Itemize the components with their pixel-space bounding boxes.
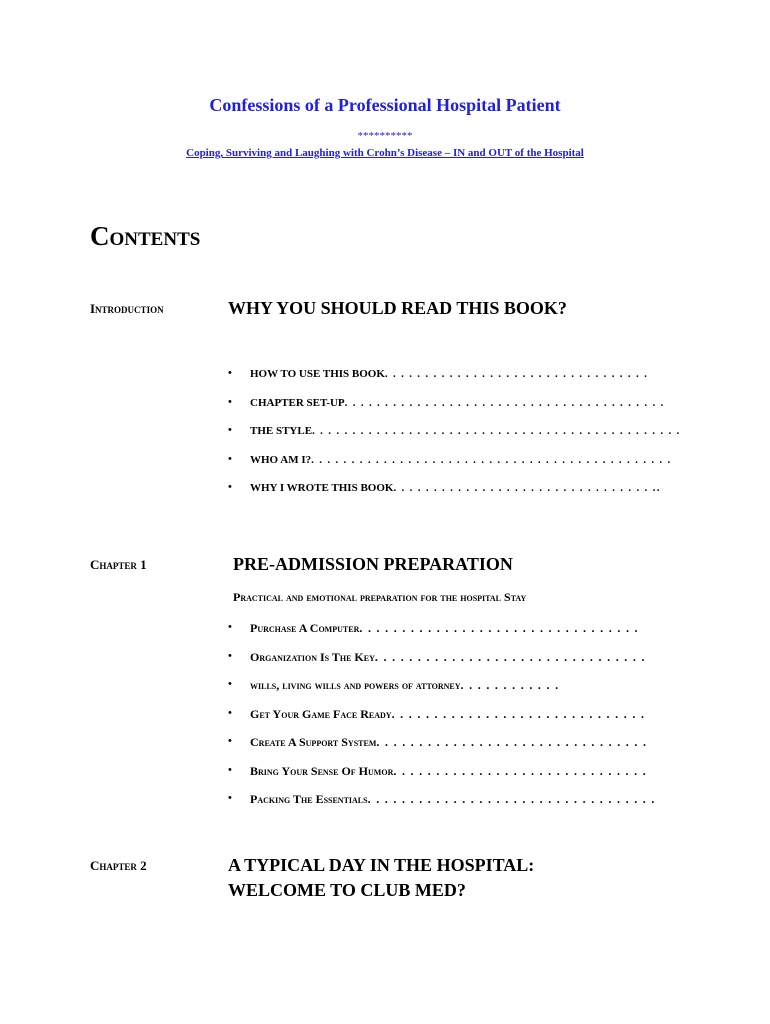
chapter2-title-line2: WELCOME TO CLUB MED? xyxy=(228,880,466,900)
toc-leader: . . . . . . . . . . . . . . . . . . . . . . . . . . . . . . . . xyxy=(376,735,648,749)
bullet-icon: • xyxy=(228,424,232,436)
bullet-icon: • xyxy=(228,367,232,379)
toc-leader: . . . . . . . . . . . . . . . . . . . . . . . . . . . . . . . . . . . . . . . . . . . . . xyxy=(311,453,672,466)
toc-item-label: Purchase A Computer xyxy=(250,621,360,635)
toc-item-label: Packing The Essentials xyxy=(250,792,368,806)
bullet-icon: • xyxy=(228,649,232,662)
contents-heading: Contents xyxy=(90,221,201,251)
bullet-icon: • xyxy=(228,481,232,493)
chapter2-label: Chapter 2 xyxy=(90,858,147,873)
toc-item-label: Create A Support System xyxy=(250,735,377,749)
chapter2-title-line1: A TYPICAL DAY IN THE HOSPITAL: xyxy=(228,855,535,875)
toc-leader: . . . . . . . . . . . . . . . . . . . . . . . . . . . . . . xyxy=(393,763,648,778)
bullet-icon: • xyxy=(228,706,232,719)
toc-item-label: HOW TO USE THIS BOOK xyxy=(250,368,385,380)
toc-item-label: Organization Is The Key xyxy=(250,649,375,664)
toc-leader: . . . . . . . . . . . . . . . . . . . . . . . . . . . . . . . . . xyxy=(384,368,649,380)
bullet-icon: • xyxy=(228,395,232,408)
bullet-icon: • xyxy=(228,621,232,633)
toc-item-label: CHAPTER SET-UP xyxy=(250,396,345,409)
bullet-icon: • xyxy=(228,452,232,465)
bullet-icon: • xyxy=(228,763,232,776)
toc-leader: . . . . . . . . . . . . . . . . . . . . . . . . . . . . . . . . . . . . . . . . xyxy=(344,396,665,409)
bullet-icon: • xyxy=(228,792,232,804)
book-title: Confessions of a Professional Hospital Patient xyxy=(209,95,561,115)
book-subtitle: Coping, Surviving and Laughing with Crohn’s Disease – IN and OUT of the Hospital xyxy=(186,147,584,159)
title-separator: ********** xyxy=(357,130,413,142)
toc-leader: . . . . . . . . . . . . . . . . . . . . . . . . . . . . . . xyxy=(391,706,646,721)
bullet-icon: • xyxy=(228,735,232,747)
toc-item-label: Get Your Game Face Ready xyxy=(250,706,392,721)
toc-item-label: WHO AM I? xyxy=(250,453,312,466)
toc-item-label: Bring Your Sense Of Humor xyxy=(250,763,394,778)
chapter1-title: PRE-ADMISSION PREPARATION xyxy=(233,554,513,574)
introduction-title: WHY YOU SHOULD READ THIS BOOK? xyxy=(228,298,567,318)
toc-item-label: THE STYLE xyxy=(250,425,313,437)
toc-item-label: wills, living wills and powers of attorney xyxy=(250,678,461,692)
toc-leader: . . . . . . . . . . . . . . . . . . . . . . . . . . . . . . . . xyxy=(374,649,646,664)
toc-leader: . . . . . . . . . . . . . . . . . . . . . . . . . . . . . . . . . . xyxy=(367,792,656,806)
chapter1-subtitle: Practical and emotional preparation for the hospital Stay xyxy=(233,590,527,604)
toc-leader: . . . . . . . . . . . . xyxy=(460,678,560,692)
toc-leader: . . . . . . . . . . . . . . . . . . . . . . . . . . . . . . . . .. xyxy=(393,482,661,494)
chapter1-label: Chapter 1 xyxy=(90,557,147,572)
bullet-icon: • xyxy=(228,678,232,690)
toc-item-label: WHY I WROTE THIS BOOK xyxy=(250,482,394,494)
introduction-label: Introduction xyxy=(90,301,164,316)
toc-leader: . . . . . . . . . . . . . . . . . . . . . . . . . . . . . . . . . xyxy=(359,621,639,635)
toc-leader: . . . . . . . . . . . . . . . . . . . . . . . . . . . . . . . . . . . . . . . . . . . . . . xyxy=(312,425,681,437)
